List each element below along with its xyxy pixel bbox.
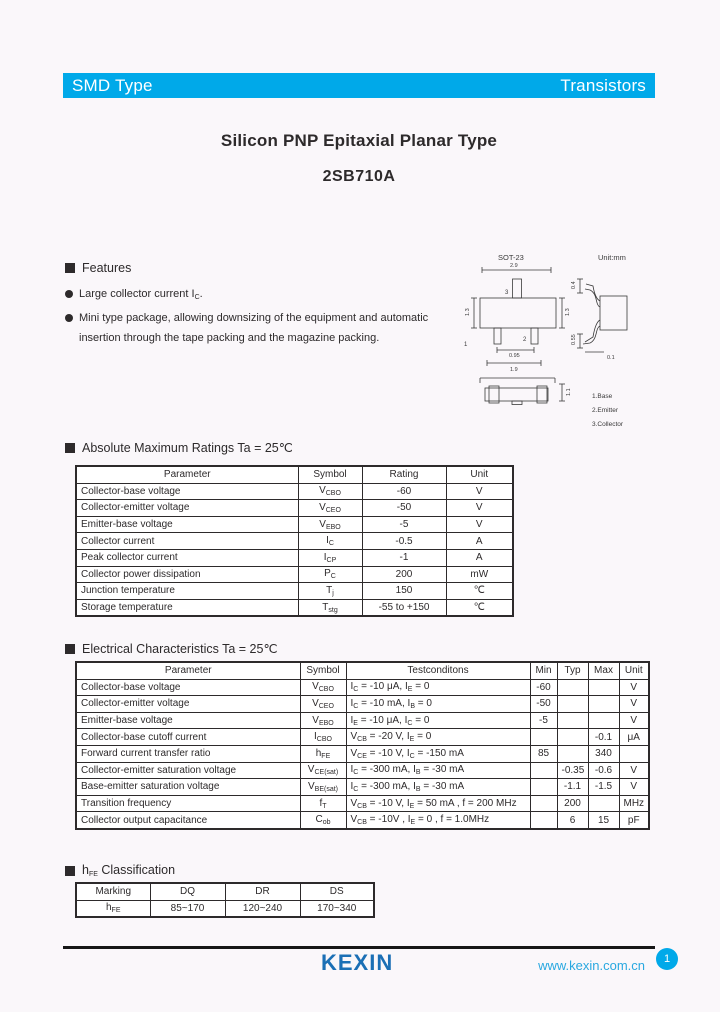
table-cell	[530, 779, 557, 796]
table-cell: $C_{ob}$	[300, 812, 346, 829]
table-cell: $T_{stg}$	[298, 599, 362, 616]
pin3-lead	[513, 279, 522, 298]
table-row	[76, 900, 374, 917]
table-cell: Collector-emitter voltage	[76, 500, 298, 517]
feature-text: Mini type package, allowing downsizing of the equipment and automatic insertion through the tape packing and the magazine packing.	[79, 312, 429, 344]
bullet-icon	[65, 290, 73, 298]
table-cell: $h_{FE}$	[300, 745, 346, 762]
table-cell: $V_{CB} = -10V$ , $I_E = 0$ , f = 1.0MHz	[346, 812, 530, 829]
table-cell: ℃	[446, 599, 513, 616]
table-cell: $I_{CBO}$	[300, 729, 346, 746]
table-cell: 6	[557, 812, 588, 829]
hfe-class-table	[75, 882, 375, 918]
table-cell: A	[446, 549, 513, 566]
table-header-row	[76, 883, 374, 900]
table-row	[76, 599, 513, 616]
table-cell: -0.35	[557, 762, 588, 779]
table-cell: 150	[362, 583, 446, 600]
table-cell	[557, 745, 588, 762]
package-body-top-view	[480, 298, 556, 328]
feature-item	[65, 308, 460, 348]
column-header: Unit	[446, 466, 513, 483]
table-row	[76, 566, 513, 583]
table-cell	[619, 745, 649, 762]
section-square-icon	[65, 644, 75, 654]
table-cell: pF	[619, 812, 649, 829]
table-cell: $I_C = -10$ mA, $I_B = 0$	[346, 696, 530, 713]
table-row	[76, 762, 649, 779]
column-header: Symbol	[300, 662, 346, 679]
table-cell	[530, 795, 557, 812]
table-cell: $V_{EBO}$	[300, 712, 346, 729]
column-header: Parameter	[76, 466, 298, 483]
table-cell: -1.1	[557, 779, 588, 796]
table-cell: ℃	[446, 583, 513, 600]
package-name-label: SOT-23	[498, 253, 524, 262]
feature-text: Large collector current $I_C$.	[79, 288, 203, 301]
dim-side-bottom-lead: 0.55	[571, 334, 577, 345]
dim-side-top-lead: 0.4	[571, 281, 577, 289]
package-body-front-view	[485, 388, 548, 401]
table-cell: Emitter-base voltage	[76, 516, 298, 533]
table-row	[76, 533, 513, 550]
table-cell: $V_{CEO}$	[300, 696, 346, 713]
table-cell: A	[446, 533, 513, 550]
pin3-number: 3	[505, 290, 509, 296]
table-cell: V	[619, 679, 649, 696]
table-cell: MHz	[619, 795, 649, 812]
table-cell: V	[619, 762, 649, 779]
pin1-number: 1	[464, 342, 468, 348]
table-cell: 340	[588, 745, 619, 762]
page-number-badge	[656, 948, 678, 970]
table-cell: -55 to +150	[362, 599, 446, 616]
electrical-heading	[65, 641, 277, 656]
page-number: 1	[663, 953, 671, 965]
dim-body-height-left: 1.3	[465, 308, 471, 316]
dim-standoff: 0.1	[607, 355, 615, 361]
table-cell: $h_{FE}$	[76, 900, 150, 917]
table-cell: V	[446, 516, 513, 533]
table-cell: Base-emitter saturation voltage	[76, 779, 300, 796]
table-header-row	[76, 662, 649, 679]
section-square-icon	[65, 443, 75, 453]
table-row	[76, 779, 649, 796]
header-bar	[63, 73, 655, 98]
table-cell: 120~240	[225, 900, 300, 917]
dim-body-height-right: 1.3	[565, 308, 571, 316]
section-square-icon	[65, 263, 75, 273]
table-row	[76, 696, 649, 713]
table-cell: Collector-base voltage	[76, 679, 300, 696]
table-cell: Transition frequency	[76, 795, 300, 812]
table-cell: Collector power dissipation	[76, 566, 298, 583]
dim-front-height: 1.1	[566, 388, 572, 396]
table-cell: 85	[530, 745, 557, 762]
table-cell: 200	[362, 566, 446, 583]
table-cell: $I_C$	[298, 533, 362, 550]
legend-pin3: 3.Collector	[592, 421, 624, 428]
features-section	[65, 261, 460, 348]
part-number: 2SB710A	[322, 168, 396, 185]
table-cell: Collector current	[76, 533, 298, 550]
table-cell: -50	[530, 696, 557, 713]
package-outline-drawing	[452, 246, 700, 434]
electrical-table	[75, 661, 650, 830]
column-header: Rating	[362, 466, 446, 483]
hfe-class-heading-label: $h_{FE}$ Classification	[82, 863, 176, 878]
kexin-logo: KEXIN	[321, 950, 394, 975]
column-header: Marking	[76, 883, 150, 900]
table-cell: V	[446, 500, 513, 517]
table-cell	[530, 729, 557, 746]
table-cell: $V_{CBO}$	[300, 679, 346, 696]
header-left-label: SMD Type	[72, 75, 153, 95]
column-header: DQ	[150, 883, 225, 900]
feature-item	[65, 284, 460, 308]
electrical-heading-label: Electrical Characteristics Ta = 25℃	[82, 642, 278, 656]
table-cell: Collector-emitter saturation voltage	[76, 762, 300, 779]
column-header: Max	[588, 662, 619, 679]
table-cell: -60	[362, 483, 446, 500]
table-row	[76, 745, 649, 762]
table-cell: $V_{CE} = -10$ V, $I_C = -150$ mA	[346, 745, 530, 762]
footer-divider	[63, 946, 655, 949]
table-cell: $V_{CBO}$	[298, 483, 362, 500]
table-row	[76, 812, 649, 829]
table-cell: $V_{CE(sat)}$	[300, 762, 346, 779]
column-header: Parameter	[76, 662, 300, 679]
dim-span: 1.9	[510, 367, 518, 373]
table-cell: $f_T$	[300, 795, 346, 812]
table-cell: -0.5	[362, 533, 446, 550]
table-cell: V	[446, 483, 513, 500]
table-cell: 85~170	[150, 900, 225, 917]
table-cell: $V_{CB} = -20$ V, $I_E = 0$	[346, 729, 530, 746]
table-row	[76, 583, 513, 600]
table-cell: $I_C = -300$ mA, $I_B = -30$ mA	[346, 762, 530, 779]
legend-pin1: 1.Base	[592, 393, 613, 400]
features-list	[65, 284, 460, 348]
pin2-number: 2	[523, 337, 527, 343]
column-header: DR	[225, 883, 300, 900]
table-cell	[557, 712, 588, 729]
table-cell: mW	[446, 566, 513, 583]
table-cell	[530, 812, 557, 829]
section-square-icon	[65, 866, 75, 876]
table-cell: -60	[530, 679, 557, 696]
table-cell: -5	[362, 516, 446, 533]
hfe-class-heading	[65, 863, 175, 878]
unit-label: Unit:mm	[598, 253, 626, 262]
table-cell: 15	[588, 812, 619, 829]
table-cell: -1	[362, 549, 446, 566]
pin2-lead	[531, 328, 538, 344]
table-cell	[557, 696, 588, 713]
table-row	[76, 516, 513, 533]
column-header: Min	[530, 662, 557, 679]
sot23-drawing-svg	[452, 246, 700, 434]
table-cell: $I_C = -300$ mA, $I_B = -30$ mA	[346, 779, 530, 796]
table-cell: $I_{CP}$	[298, 549, 362, 566]
abs-max-heading-label: Absolute Maximum Ratings Ta = 25℃	[82, 441, 293, 455]
package-body-side-view	[600, 296, 627, 330]
website-link[interactable]: www.kexin.com.cn	[538, 958, 645, 973]
table-cell: V	[619, 712, 649, 729]
table-cell: $P_C$	[298, 566, 362, 583]
table-row	[76, 729, 649, 746]
table-cell: -1.5	[588, 779, 619, 796]
table-cell: Storage temperature	[76, 599, 298, 616]
legend-pin2: 2.Emitter	[592, 407, 619, 414]
column-header: Testconditons	[346, 662, 530, 679]
table-row	[76, 549, 513, 566]
column-header: DS	[300, 883, 374, 900]
table-cell: $V_{BE(sat)}$	[300, 779, 346, 796]
table-cell: Emitter-base voltage	[76, 712, 300, 729]
column-header: Typ	[557, 662, 588, 679]
table-cell: Forward current transfer ratio	[76, 745, 300, 762]
table-row	[76, 483, 513, 500]
document-title: Silicon PNP Epitaxial Planar Type	[220, 131, 498, 150]
table-cell: $V_{CB} = -10$ V, $I_E = 50$ mA , f = 200 MHz	[346, 795, 530, 812]
table-cell	[530, 762, 557, 779]
table-cell: -0.1	[588, 729, 619, 746]
table-cell	[588, 679, 619, 696]
table-row	[76, 679, 649, 696]
table-cell: Junction temperature	[76, 583, 298, 600]
table-cell	[588, 712, 619, 729]
table-cell: -0.6	[588, 762, 619, 779]
table-cell: -50	[362, 500, 446, 517]
table-cell: $V_{EBO}$	[298, 516, 362, 533]
table-cell: 200	[557, 795, 588, 812]
table-row	[76, 500, 513, 517]
table-cell: -5	[530, 712, 557, 729]
table-cell	[588, 696, 619, 713]
table-cell: Collector-base cutoff current	[76, 729, 300, 746]
table-row	[76, 712, 649, 729]
table-header-row	[76, 466, 513, 483]
dim-body-width: 2.9	[510, 263, 518, 269]
table-cell: Collector-base voltage	[76, 483, 298, 500]
table-cell	[557, 679, 588, 696]
abs-max-heading	[65, 440, 293, 455]
pin1-lead	[494, 328, 501, 344]
table-cell: Collector-emitter voltage	[76, 696, 300, 713]
table-cell: Peak collector current	[76, 549, 298, 566]
table-cell: $I_C = -10$ μA, $I_E = 0$	[346, 679, 530, 696]
table-cell: V	[619, 696, 649, 713]
table-cell: V	[619, 779, 649, 796]
table-row	[76, 795, 649, 812]
abs-max-table	[75, 465, 514, 617]
column-header: Unit	[619, 662, 649, 679]
table-cell: $I_E = -10$ μA, $I_C = 0$	[346, 712, 530, 729]
dim-pitch: 0.95	[509, 353, 520, 359]
table-cell: $V_{CEO}$	[298, 500, 362, 517]
table-cell	[588, 795, 619, 812]
table-cell: Collector output capacitance	[76, 812, 300, 829]
table-cell: $T_j$	[298, 583, 362, 600]
table-cell: μA	[619, 729, 649, 746]
table-cell: 170~340	[300, 900, 374, 917]
bullet-icon	[65, 314, 73, 322]
features-heading-label: Features	[82, 261, 132, 275]
features-heading	[65, 261, 460, 275]
column-header: Symbol	[298, 466, 362, 483]
table-cell	[557, 729, 588, 746]
header-right-label: Transistors	[560, 75, 646, 95]
